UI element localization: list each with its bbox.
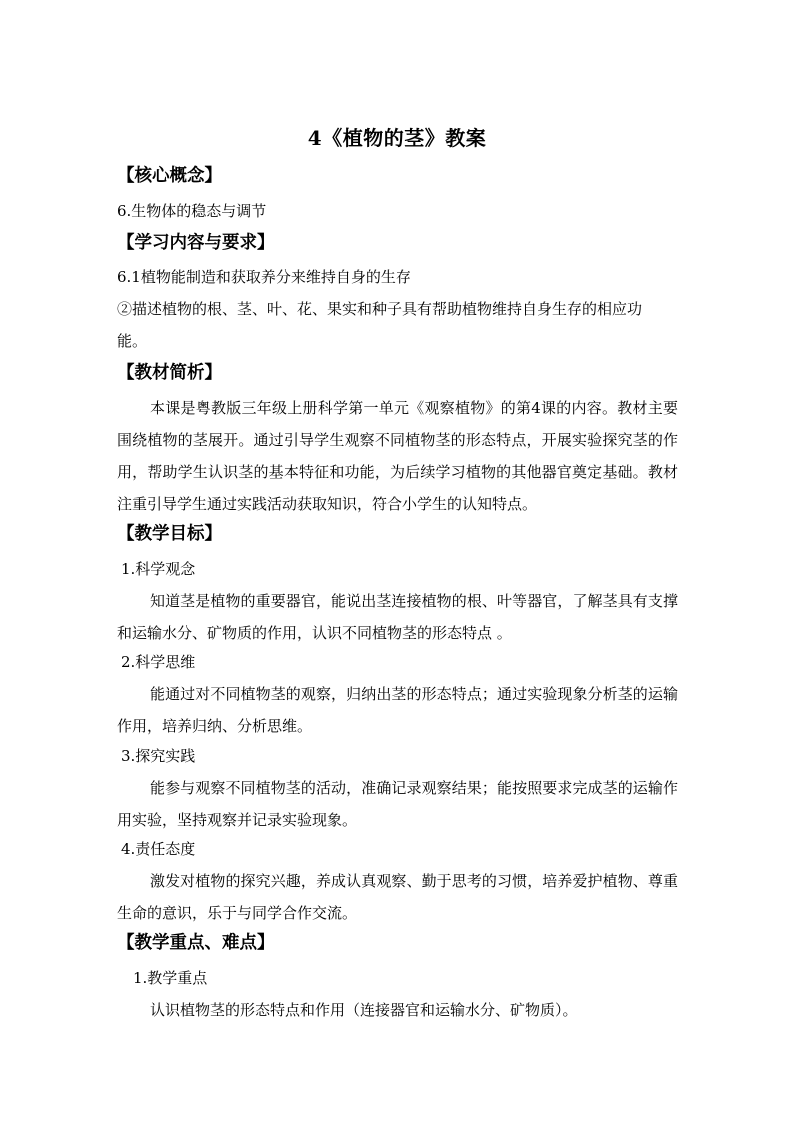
heading-key-points: 【教学重点、难点】 [117, 933, 275, 953]
learning-content-line-3: 能。 [117, 332, 148, 350]
heading-textbook-analysis: 【教材简析】 [117, 363, 222, 383]
goal-label-1: 1.科学观念 [121, 560, 196, 578]
heading-teaching-goals: 【教学目标】 [117, 524, 222, 544]
goal-text-3: 能参与观察不同植物茎的活动，准确记录观察结果；能按照要求完成茎的运输作用实验，坚持观察并记录实验现象。 [117, 779, 678, 829]
document-title: 4《植物的茎》教案 [307, 126, 487, 150]
learning-content-line-1: 6.1植物能制造和获取养分来维持自身的生存 [117, 268, 411, 286]
key-point-text: 认识植物茎的形态特点和作用（连接器官和运输水分、矿物质）。 [150, 1001, 578, 1019]
learning-content-line-2: ②描述植物的根、茎、叶、花、果实和种子具有帮助植物维持自身生存的相应功 [117, 300, 643, 318]
core-concept-text: 6.生物体的稳态与调节 [117, 202, 267, 220]
goal-text-1: 知道茎是植物的重要器官，能说出茎连接植物的根、叶等器官，了解茎具有支撑和运输水分、矿物质的作用，认识不同植物茎的形态特点 。 [117, 592, 678, 642]
key-point-label: 1.教学重点 [133, 969, 208, 987]
goal-label-3: 3.探究实践 [121, 747, 196, 765]
goal-label-4: 4.责任态度 [121, 840, 196, 858]
heading-core-concept: 【核心概念】 [117, 166, 222, 186]
textbook-analysis-paragraph: 本课是粤教版三年级上册科学第一单元《观察植物》的第4课的内容。教材主要围绕植物的茎展开。通过引导学生观察不同植物茎的形态特点，开展实验探究茎的作用，帮助学生认识茎的基本特征和功能，为后续学习植物的其他器官奠定基础。教材注重引导学生通过实践活动获取知识，符合小学生的认知特点。 [117, 399, 678, 513]
goal-label-2: 2.科学思维 [121, 653, 196, 671]
goal-text-2: 能通过对不同植物茎的观察，归纳出茎的形态特点；通过实验现象分析茎的运输作用，培养归纳、分析思维。 [117, 685, 678, 735]
heading-learning-content: 【学习内容与要求】 [117, 233, 275, 253]
goal-text-4: 激发对植物的探究兴趣，养成认真观察、勤于思考的习惯，培养爱护植物、尊重生命的意识，乐于与同学合作交流。 [117, 872, 678, 922]
